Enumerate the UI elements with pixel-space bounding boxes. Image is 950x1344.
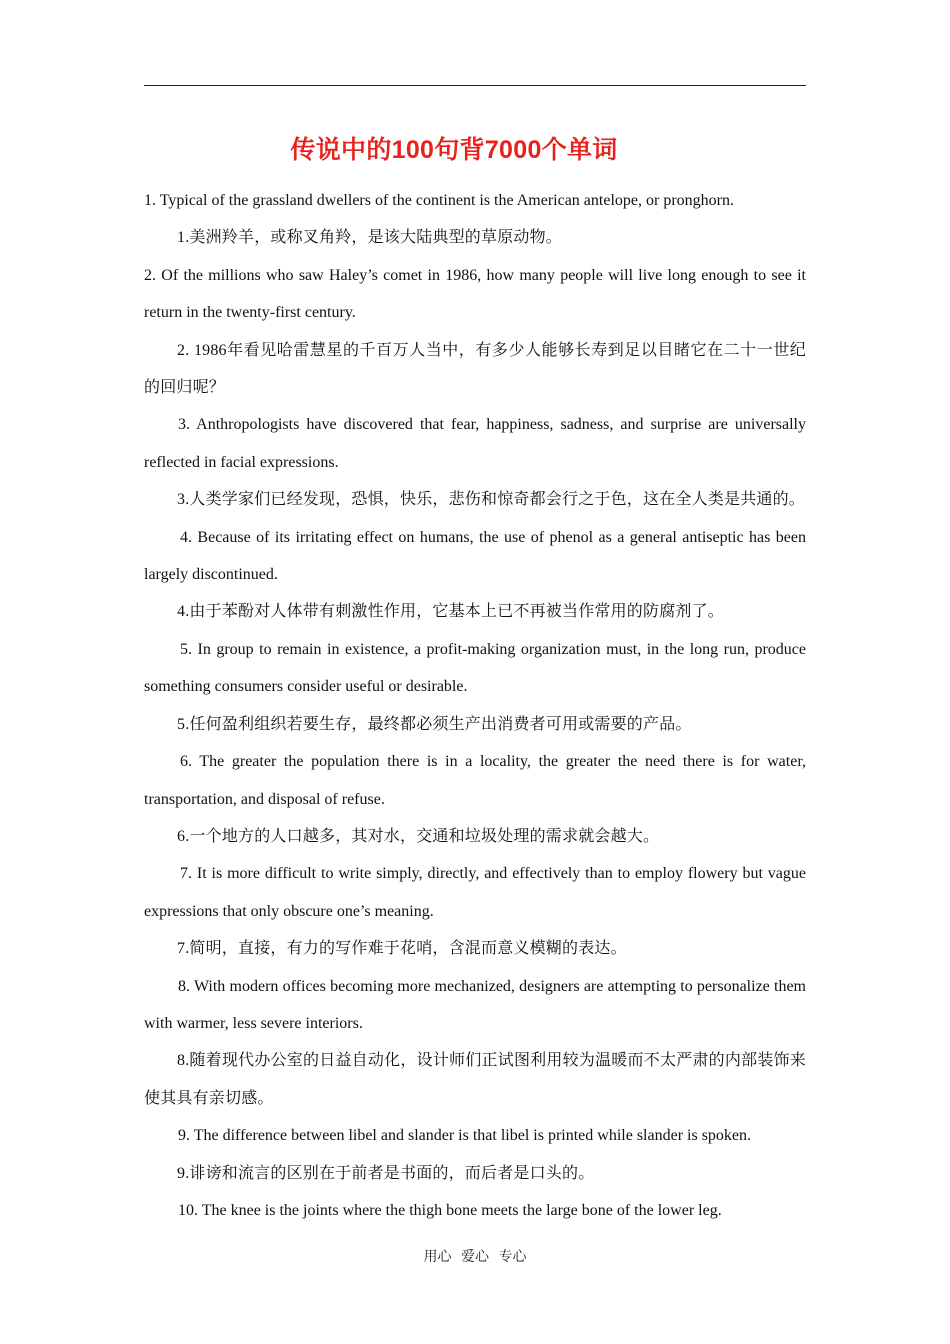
page-title: 传说中的100句背7000个单词 [290,136,618,164]
sentence-3-en: 3. Anthropologists have discovered that fear, happiness, sadness, and surprise are universally reflected in facial expressions. [144,416,806,471]
sentence-2-en: 2. Of the millions who saw Haley’s comet in 1986, how many people will live long enough to see it return in the twenty-first century. [144,266,806,322]
header-rule [144,85,806,86]
sentence-8-en: 8. With modern offices becoming more mechanized, designers are attempting to personalize them with warmer, less severe interiors. [144,977,806,1032]
sentence-6-zh: 6.一个地方的人口越多，其对水，交通和垃圾处理的需求就会越大。 [177,827,660,845]
sentence-7-zh: 7.简明，直接，有力的写作难于花哨，含混而意义模糊的表达。 [177,940,627,958]
sentence-8-zh: 8.随着现代办公室的日益自动化，设计师们正试图利用较为温暖而不太严肃的内部装饰来使其具有亲切感。 [144,1052,806,1107]
page-footer: 用心 爱心 专心 [423,1250,527,1265]
sentence-3-zh: 3.人类学家们已经发现，恐惧，快乐，悲伤和惊奇都会行之于色，这在全人类是共通的。 [177,491,806,509]
sentence-10-en: 10. The knee is the joints where the thigh bone meets the large bone of the lower leg. [178,1201,722,1219]
sentence-5-en: 5. In group to remain in existence, a profit-making organization must, in the long run, produce something consumers consider useful or desirable. [144,640,806,696]
sentence-9-en: 9. The difference between libel and slander is that libel is printed while slander is spoken. [178,1127,752,1145]
sentence-7-en: 7. It is more difficult to write simply, directly, and effectively than to employ flowery but vague expressions that only obscure one’s meaning. [144,865,806,920]
sentence-4-en: 4. Because of its irritating effect on humans, the use of phenol as a general antiseptic has been largely discontinued. [144,528,806,584]
sentence-5-zh: 5.任何盈利组织若要生存，最终都必须生产出消费者可用或需要的产品。 [177,715,692,733]
document-body [144,182,806,1229]
sentence-4-zh: 4.由于苯酚对人体带有刺激性作用，它基本上已不再被当作常用的防腐剂了。 [177,603,725,621]
sentence-6-en: 6. The greater the population there is in a locality, the greater the need there is for water, transportation, and disposal of refuse. [144,753,806,808]
sentence-2-zh: 2. 1986年看见哈雷慧星的千百万人当中，有多少人能够长寿到足以目睹它在二十一世纪的回归呢？ [144,341,806,397]
sentence-1-en: 1. Typical of the grassland dwellers of the continent is the American antelope, or pronghorn. [144,192,734,209]
sentence-1-zh: 1.美洲羚羊，或称叉角羚，是该大陆典型的草原动物。 [177,229,563,247]
sentence-9-zh: 9.诽谤和流言的区别在于前者是书面的，而后者是口头的。 [177,1164,595,1182]
